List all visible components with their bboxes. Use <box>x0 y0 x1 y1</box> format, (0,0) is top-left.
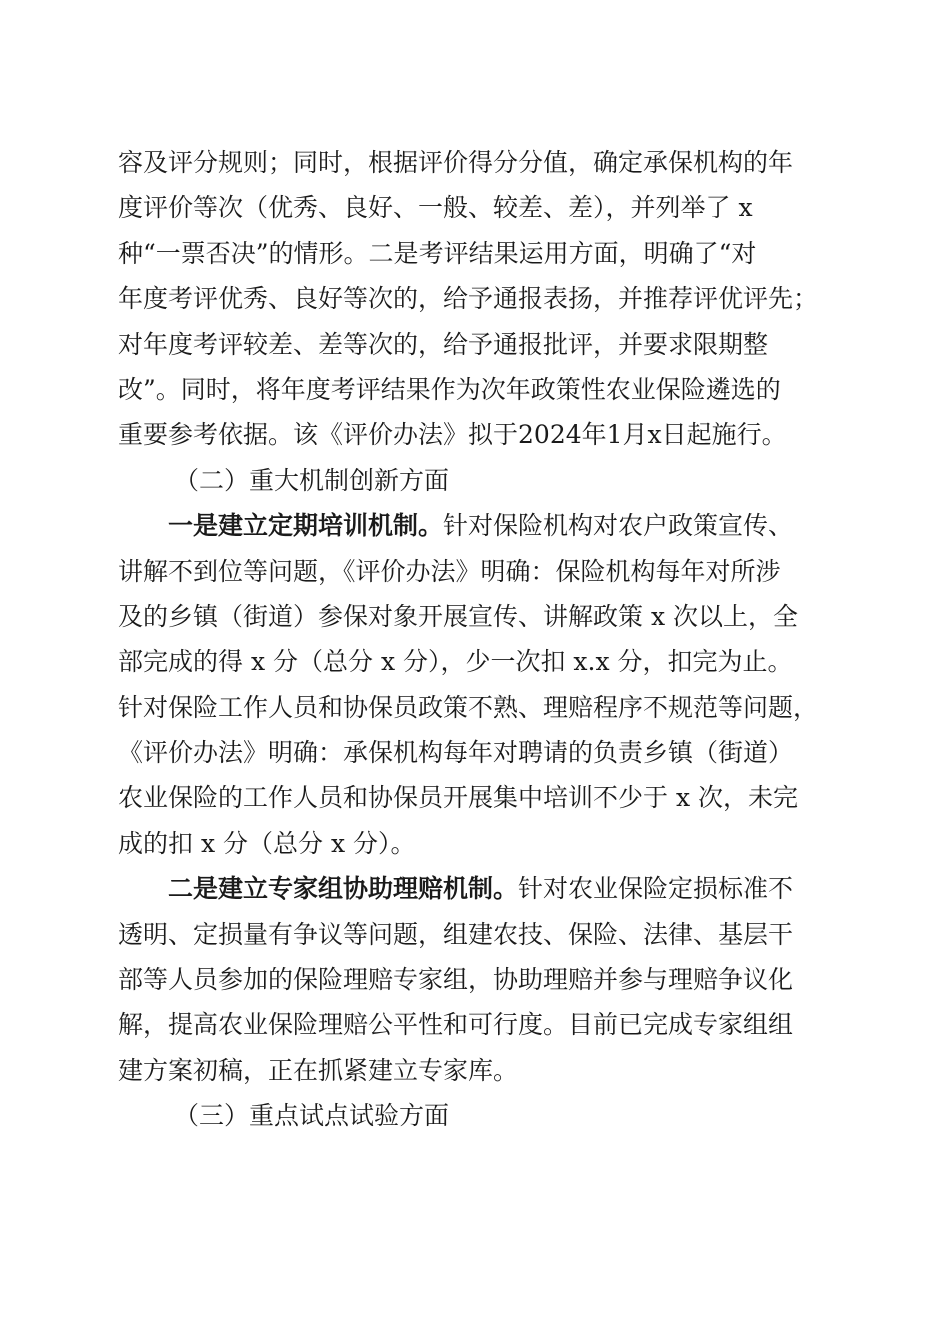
section-heading-mechanism-innovation: （二）重大机制创新方面 <box>174 465 450 495</box>
paragraph-lead-bold: 二是建立专家组协助理赔机制。 <box>168 874 519 904</box>
text-line: 重要参考依据。该《评价办法》拟于2024年1月x日起施行。 <box>118 420 787 450</box>
text-line: 建方案初稿，正在抓紧建立专家库。 <box>118 1055 519 1085</box>
text-line: 改”。同时，将年度考评结果作为次年政策性农业保险遴选的 <box>118 374 781 404</box>
text-line: 《评价办法》明确：承保机构每年对聘请的负责乡镇（街道） <box>118 738 794 768</box>
text-line: 讲解不到位等问题，《评价办法》明确：保险机构每年对所涉 <box>118 556 781 586</box>
text-line: 解，提高农业保险理赔公平性和可行度。目前已完成专家组组 <box>118 1010 794 1040</box>
text-run: 针对保险机构对农户政策宣传、 <box>443 511 794 541</box>
text-line-first <box>118 866 838 911</box>
text-line: 针对保险工作人员和协保员政策不熟、理赔程序不规范等问题， <box>118 692 819 722</box>
text-line: 度评价等次（优秀、良好、一般、较差、差），并列举了 x <box>118 193 753 223</box>
paragraph-training-mechanism <box>118 503 838 866</box>
text-line: 部等人员参加的保险理赔专家组，协助理赔并参与理赔争议化 <box>118 965 794 995</box>
text-line-first <box>118 503 838 548</box>
text-line: 农业保险的工作人员和协保员开展集中培训不少于 x 次，未完 <box>118 783 798 813</box>
text-line: 成的扣 x 分（总分 x 分）。 <box>118 828 416 858</box>
paragraph-lead-bold: 一是建立定期培训机制。 <box>168 511 444 541</box>
text-line: 透明、定损量有争议等问题，组建农技、保险、法律、基层干 <box>118 919 794 949</box>
document-body <box>118 140 838 1139</box>
text-line: 容及评分规则；同时，根据评价得分分值，确定承保机构的年 <box>118 148 794 177</box>
paragraph-expert-group-mechanism <box>118 866 838 1093</box>
text-run: 针对农业保险定损标准不 <box>518 874 794 904</box>
text-line: 种“一票否决”的情形。二是考评结果运用方面，明确了“对 <box>118 238 757 268</box>
paragraph-evaluation-rules <box>118 140 838 458</box>
section-heading-pilot-experiments: （三）重点试点试验方面 <box>174 1101 450 1131</box>
text-line: 部完成的得 x 分（总分 x 分），少一次扣 x.x 分，扣完为止。 <box>118 647 793 677</box>
text-line: 对年度考评较差、差等次的，给予通报批评，并要求限期整 <box>118 329 769 359</box>
text-line: 及的乡镇（街道）参保对象开展宣传、讲解政策 x 次以上，全 <box>118 601 798 631</box>
text-line: 年度考评优秀、良好等次的，给予通报表扬，并推荐评优评先； <box>118 284 819 314</box>
